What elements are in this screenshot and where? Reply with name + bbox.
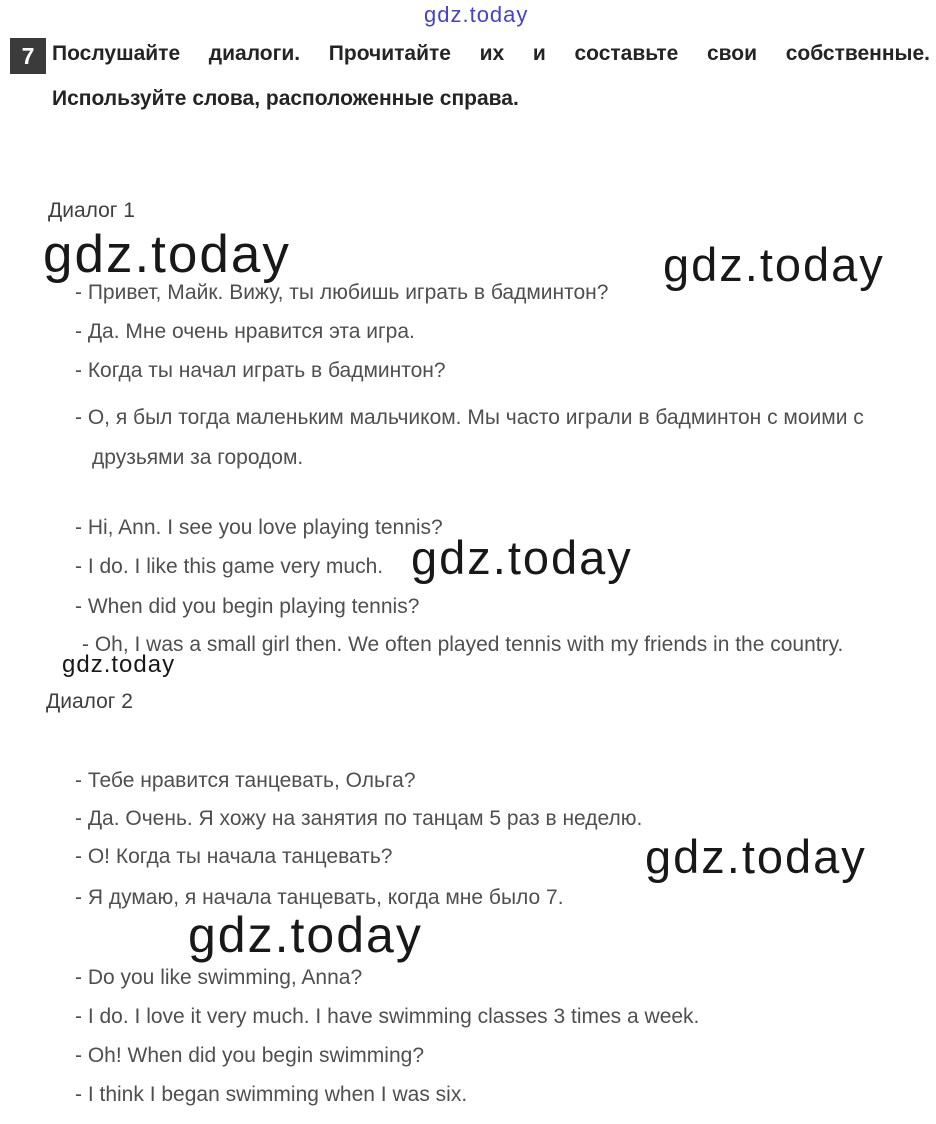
- gdz-watermark-middle: gdz.today: [411, 531, 633, 584]
- dialog2-en-line-2: - I do. I love it very much. I have swimming classes 3 times a week.: [75, 1005, 700, 1028]
- gdz-watermark-top: gdz.today: [424, 2, 529, 27]
- dialog2-en-line-3: - Oh! When did you begin swimming?: [75, 1044, 424, 1067]
- dialog1-en-line-2: - I do. I like this game very much.: [75, 555, 384, 578]
- gdz-watermark-large-right-2: gdz.today: [645, 830, 867, 883]
- dialog1-en-line-1: - Hi, Ann. I see you love playing tennis?: [75, 516, 443, 539]
- dialog2-ru-line-4: - Я думаю, я начала танцевать, когда мне было 7.: [75, 886, 564, 909]
- dialog1-en-line-4: - Oh, I was a small girl then. We often played tennis with my friends in the country.: [82, 633, 844, 656]
- dialog2-ru-line-2: - Да. Очень. Я хожу на занятия по танцам 5 раз в неделю.: [75, 807, 643, 830]
- dialog1-en-line-3: - When did you begin playing tennis?: [75, 595, 420, 618]
- instruction-line-1: Послушайте диалоги. Прочитайте их и составьте свои собственные.: [52, 42, 930, 65]
- gdz-watermark-large-left: gdz.today: [43, 225, 291, 284]
- dialog1-ru-line-1: - Привет, Майк. Вижу, ты любишь играть в бадминтон?: [75, 281, 609, 304]
- gdz-watermark-large-right: gdz.today: [663, 238, 885, 291]
- gdz-watermark-large-center: gdz.today: [188, 907, 423, 963]
- dialog1-ru-line-4: - О, я был тогда маленьким мальчиком. Мы часто играли в бадминтон с моими с друзьями за городом.: [75, 406, 864, 469]
- exercise-instruction: [52, 40, 930, 113]
- dialog2-en-line-1: - Do you like swimming, Anna?: [75, 966, 363, 989]
- exercise-number-badge: 7: [10, 38, 46, 74]
- dialog2-title: Диалог 2: [46, 690, 133, 713]
- instruction-line-2: Используйте слова, расположенные справа.: [52, 87, 519, 110]
- dialog1-ru-line-2: - Да. Мне очень нравится эта игра.: [75, 320, 415, 343]
- dialog2-en-line-4: - I think I began swimming when I was six.: [75, 1083, 468, 1106]
- dialog2-ru-line-3: - О! Когда ты начала танцевать?: [75, 845, 393, 868]
- gdz-watermark-small-left: gdz.today: [62, 651, 176, 678]
- dialog1-title: Диалог 1: [48, 199, 135, 222]
- dialog1-ru-line-3: - Когда ты начал играть в бадминтон?: [75, 359, 446, 382]
- dialog2-ru-line-1: - Тебе нравится танцевать, Ольга?: [75, 769, 416, 792]
